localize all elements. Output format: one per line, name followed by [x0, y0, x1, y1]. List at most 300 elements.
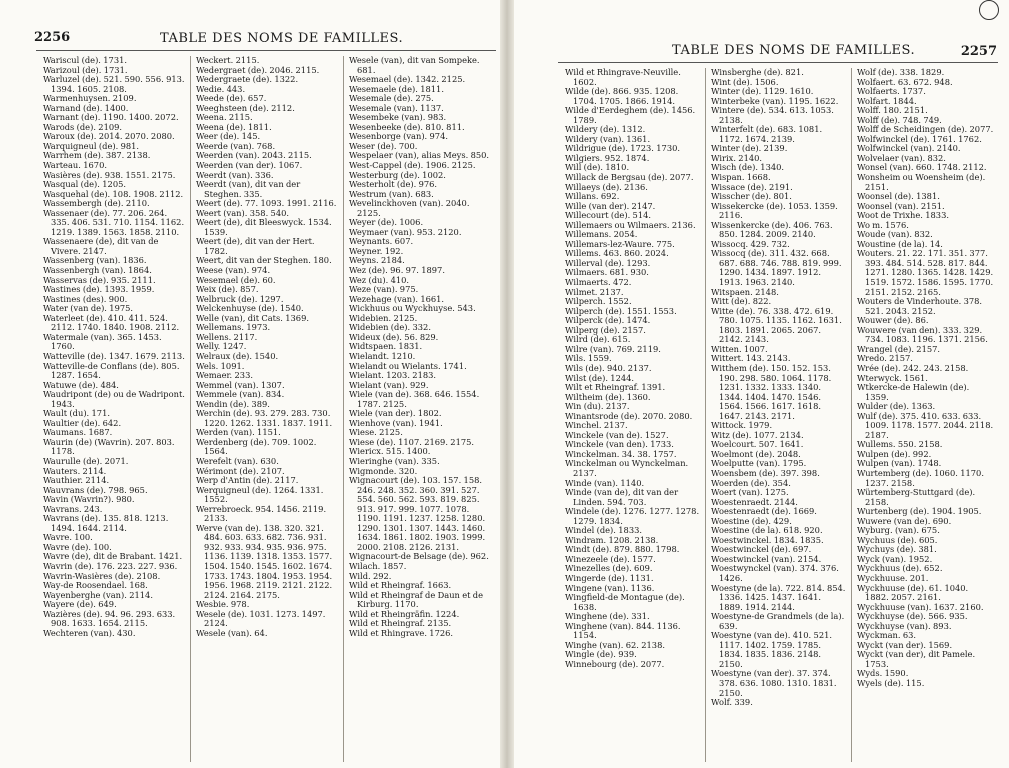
index-entry: Witspaen. 2148. — [711, 286, 779, 297]
index-entry: Wauvrans (de). 798. 965. — [43, 484, 148, 495]
index-entry: Wulf (de). 375. 410. 633. 633. 1009. 1178. 1577. 2044. 2118. 2187. — [857, 410, 994, 440]
index-entry: Wildery (de). 1312. — [565, 124, 646, 135]
index-entry: Wavrin-Wasières (de). 2108. — [43, 570, 161, 581]
index-entry: Wavrin (de). 176. 223. 227. 936. — [43, 560, 178, 571]
page-number: 2257 — [960, 44, 997, 59]
index-entry: Wesemale (van). 1137. — [349, 102, 444, 113]
index-entry: Warnant (de). 1190. 1400. 2072. — [43, 112, 179, 123]
index-entry: Wesele (de). 1031. 1273. 1497. 2124. — [196, 608, 326, 629]
index-entry: Weser (de). 700. — [349, 140, 418, 151]
index-entry: Westerholt (de). 976. — [349, 179, 438, 190]
index-entry: Wassenaer (de). 77. 206. 264. 335. 406. 531. 710. 1154. 1162. 1219. 1389. 1563. 1858. 2110. — [43, 207, 185, 237]
index-column — [344, 56, 497, 762]
index-entry: Wault (du). 171. — [43, 408, 110, 419]
index-entry: Wyckhuuse (de). 61. 1040. 1882. 2057. 2161. — [857, 582, 969, 603]
index-entry: Wyckt (van der), dit Pamele. 1753. — [857, 649, 976, 669]
index-entry: Wielandt. 1210. — [349, 350, 416, 361]
index-entry: Weckert. 2115. — [196, 56, 260, 65]
index-entry: Witten. 1007. — [711, 343, 768, 354]
index-entry: Willaeys (de). 2136. — [565, 181, 648, 192]
index-entry: Winterbeke (van). 1195. 1622. — [711, 95, 839, 106]
index-entry: Wilde (de). 866. 935. 1208. 1704. 1705. 1866. 1914. — [565, 86, 679, 106]
index-entry: Weerdt (van). 336. — [196, 169, 274, 180]
index-entry: Woude (van). 832. — [857, 229, 933, 240]
index-entry: Wilperch (de). 1551. 1553. — [565, 305, 677, 316]
index-entry: Wassenbergh (van). 1864. — [43, 265, 152, 276]
index-entry: Wesele (van). 64. — [196, 627, 268, 638]
index-entry: Wyck (van). 1952. — [857, 553, 933, 564]
index-entry: Woert (van). 1275. — [711, 487, 789, 498]
index-entry: Wilmet. 2137. — [565, 286, 624, 297]
header-rule — [36, 50, 496, 51]
index-entry: Wychuus (de). 605. — [857, 534, 938, 545]
left-page — [0, 0, 500, 768]
index-entry: Wevelinckhoven (van). 2040. 2125. — [349, 198, 470, 218]
index-entry: Wavre. 100. — [43, 532, 93, 543]
index-entry: Wiese (de). 1107. 2169. 2175. — [349, 436, 475, 447]
index-entry: Winantsrode (de). 2070. 2080. — [565, 410, 693, 421]
index-entry: Welckenhuyse (de). 1540. — [196, 303, 304, 314]
index-entry: Wyckman. 63. — [857, 630, 917, 641]
index-entry: Wilgiers. 952. 1874. — [565, 152, 650, 163]
index-entry: Witt (de). 822. — [711, 296, 772, 307]
index-entry: Wispan. 1668. — [711, 172, 771, 183]
index-entry: Weert (de), dit van der Hert. 1782. — [196, 236, 315, 256]
index-entry: Welbruck (de). 1297. — [196, 293, 284, 304]
index-entry: Woot de Trixhe. 1833. — [857, 210, 949, 221]
index-column — [852, 68, 998, 762]
index-entry: Wissekercke (de). 1053. 1359. 2116. — [711, 200, 838, 221]
index-entry: Wille (van der). 2147. — [565, 200, 656, 211]
index-entry: Wavre (de). 100. — [43, 541, 112, 552]
index-entry: Wienhove (van). 1941. — [349, 417, 443, 428]
index-entry: Weert, dit van der Steghen. 180. — [196, 255, 332, 266]
index-entry: Wullems. 550. 2158. — [857, 439, 943, 450]
index-entry: Winghene (de). 331. — [565, 611, 650, 622]
right-page — [514, 0, 1009, 768]
index-entry: Windram. 1208. 2138. — [565, 534, 659, 545]
index-entry: Wez (du). 410. — [349, 274, 410, 285]
index-entry: Widebien (de). 332. — [349, 322, 431, 333]
index-entry: Wez (de). 96. 97. 1897. — [349, 265, 445, 276]
index-entry: Wredo. 2157. — [857, 353, 913, 364]
index-entry: Wouwere (van den). 333. 329. 734. 1083. 1196. 1371. 2156. — [857, 324, 988, 345]
index-entry: Wyckhuyse (de). 566. 935. — [857, 611, 968, 622]
index-entry: Woestenraedt (de). 1669. — [711, 506, 817, 517]
index-entry: Winter (de). 2139. — [711, 143, 788, 154]
index-entry: Wazières (de). 94. 96. 293. 633. 908. 1633. 1654. 2115. — [43, 608, 176, 629]
index-entry: Wesemael (de). 1342. 2125. — [349, 74, 466, 85]
index-entry: Wolff (de). 748. 749. — [857, 114, 942, 125]
corner-circle-mark — [979, 0, 999, 20]
index-entry: Weer (de). 145. — [196, 131, 261, 142]
index-entry: Wouwer (de). 86. — [857, 315, 929, 326]
index-entry: Wildery (van). 1361. — [565, 133, 651, 144]
running-head: TABLE DES NOMS DE FAMILLES. — [672, 43, 916, 58]
index-entry: Winde (van de), dit van der Linden. 594. 703. — [565, 487, 679, 507]
index-entry: Werefelt (van). 630. — [196, 455, 279, 466]
index-entry: Wrangel (de). 2157. — [857, 343, 941, 354]
index-entry: Watuwe (de). 484. — [43, 379, 119, 390]
index-entry: Widtspaen. 1831. — [349, 341, 423, 352]
index-entry: Wyckhuyse (van). 893. — [857, 620, 952, 631]
index-entry: Wonsel (van). 660. 1748. 2112. — [857, 162, 987, 173]
index-entry: Woestyne (de la). 722. 814. 854. 1336. 1425. 1437. 1641. 1889. 1914. 2144. — [711, 582, 846, 612]
index-entry: Weerden (van der). 1067. — [196, 160, 303, 171]
index-entry: Wissocq (de). 311. 432. 668. 687. 688. 746. 788. 819. 999. 1290. 1434. 1897. 1912. 1913. 1963. 2140. — [711, 248, 842, 288]
index-entry: Wayenberghe (van). 2114. — [43, 589, 153, 600]
index-entry: Warmenhuysen. 2109. — [43, 93, 137, 104]
index-entry: Wils (de). 940. 2137. — [565, 362, 652, 373]
index-entry: Weena (de). 1811. — [196, 121, 272, 132]
index-entry: Watteville (de). 1347. 1679. 2113. — [43, 350, 185, 361]
index-entry: Wild et Rheingraf. 2135. — [349, 618, 452, 629]
index-entry: Wauters. 2114. — [43, 465, 107, 476]
index-entry: Weix (de). 857. — [196, 284, 259, 295]
index-entry: Weyns. 2184. — [349, 255, 405, 266]
index-entry: Woerden (de). 354. — [711, 477, 791, 488]
index-entry: Wemmele (van). 834. — [196, 389, 285, 400]
index-entry: Wedergraete (de). 1322. — [196, 74, 299, 85]
index-entry: Wieringhe (van). 335. — [349, 455, 440, 466]
index-entry: Watermale (van). 365. 1453. 1760. — [43, 331, 162, 352]
index-entry: Warods (de). 2109. — [43, 121, 123, 132]
index-entry: Willemaers ou Wilmaers. 2136. — [565, 219, 696, 230]
index-entry: Wedie. 443. — [196, 83, 246, 94]
index-entry: Woestine (de la). 618. 920. — [711, 525, 823, 536]
index-entry: Werp d'Antin (de). 2117. — [196, 475, 299, 486]
index-entry: Wavre (de), dit de Brabant. 1421. — [43, 551, 183, 562]
index-entry: Winsberghe (de). 821. — [711, 68, 804, 77]
index-entry: Wouters. 21. 22. 171. 351. 377. 393. 484. 514. 528. 817. 844. 1271. 1280. 1365. 1428. 1429. 1519. 1572. 1586. 1595. 1770. 2151. 2152. 2165. — [857, 248, 994, 297]
index-entry: Wyckt (van der). 1569. — [857, 639, 953, 650]
index-entry: Wild et Rhingrave. 1726. — [349, 627, 454, 638]
index-entry: Wignacourt (de). 103. 157. 158. 246. 248. 352. 360. 391. 527. 554. 560. 562. 593. 819. 825. 913. 917. 999. 1077. 1078. 1190. 1191. 1237. 1258. 1280. 1290. 1301. 1307. 1443. 1460. 1634. 1861. 1802. 1903. 1999. 2000. 2108. 2126. 2131. — [349, 475, 486, 552]
index-entry: Wassenberg (van). 1836. — [43, 255, 147, 266]
index-entry: Weerde (van). 768. — [196, 140, 276, 151]
index-entry: Wildrigue (de). 1723. 1730. — [565, 143, 681, 154]
index-entry: Wolfart. 1844. — [857, 95, 917, 106]
index-entry: Wouters de Vinderhoute. 378. 521. 2043. 2152. — [857, 296, 983, 316]
index-entry: Wasières (de). 938. 1551. 2175. — [43, 169, 176, 180]
index-entry: Wonsheim ou Woensheim (de). 2151. — [857, 172, 986, 192]
index-entry: Windel (de). 1833. — [565, 525, 643, 536]
index-entry: Wilperck (de). 1474. — [565, 315, 651, 326]
index-entry: Wilde d'Eerdeghem (de). 1456. 1789. — [565, 105, 696, 125]
index-entry: Wissocq. 429. 732. — [711, 238, 790, 249]
index-entry: Wuwere (van de). 690. — [857, 515, 952, 526]
index-entry: Weert (de), dit Bleeswyck. 1534. 1539. — [196, 217, 332, 237]
index-entry: Wulpen (van). 1748. — [857, 458, 942, 469]
index-entry: Wyckhuuse (van). 1637. 2160. — [857, 601, 984, 612]
index-entry: Waurin (de) (Wavrin). 207. 803. 1178. — [43, 436, 175, 457]
index-entry: Wurtemberg (de). 1060. 1170. 1237. 2158. — [857, 467, 984, 488]
index-entry: Welraux (de). 1540. — [196, 350, 279, 361]
index-entry: Woestwinckel. 1834. 1835. — [711, 534, 824, 545]
index-entry: Würtemberg-Stuttgard (de). 2158. — [857, 487, 976, 507]
index-entry: Watteville-de Conflans (de). 805. 1287. 1654. — [43, 360, 180, 381]
index-entry: Wyds. 1590. — [857, 668, 909, 679]
index-entry: Werden (van). 1151. — [196, 427, 281, 438]
page-number: 2256 — [34, 30, 71, 45]
index-entry: Woensbem (de). 397. 398. — [711, 467, 820, 478]
index-entry: Wilmaers. 681. 930. — [565, 267, 649, 278]
index-entry: Wilmaerts. 472. — [565, 277, 632, 288]
index-entry: Weyner. 192. — [349, 245, 404, 256]
index-entry: Wezehage (van). 1661. — [349, 293, 445, 304]
index-entry: Wilt et Rheingraf. 1391. — [565, 382, 666, 393]
index-entry: Winghene (van). 844. 1136. 1154. — [565, 620, 681, 641]
index-entry: Woelcourt. 507. 1641. — [711, 439, 804, 450]
index-entry: Waultier (de). 642. — [43, 417, 122, 428]
index-entry: Wideux (de). 56. 829. — [349, 331, 439, 342]
index-entry: Waumans. 1687. — [43, 427, 113, 438]
index-entry: Wissace (de). 2191. — [711, 181, 793, 192]
index-entry: Wérimont (de). 2107. — [196, 465, 285, 476]
index-entry: West-Cappel (de). 1906. 2125. — [349, 160, 476, 171]
index-entry: Wavrans. 243. — [43, 503, 103, 514]
index-entry: Wasqual (de). 1205. — [43, 179, 127, 190]
index-entry: Wild et Rheingraf de Daun et de Kirburg. 1170. — [349, 589, 484, 610]
index-entry: Wilst (de). 1244. — [565, 372, 635, 383]
index-entry: Wesenborge (van). 974. — [349, 131, 449, 142]
index-entry: Weeghsteen (de). 2112. — [196, 102, 295, 113]
index-entry: Weert (de). 77. 1093. 1991. 2116. — [196, 198, 337, 209]
index-entry: Willerval (de). 1293. — [565, 257, 651, 268]
index-entry: Wolff de Scheidingen (de). 2077. — [857, 124, 994, 135]
index-entry: Wendin (de). 389. — [196, 398, 270, 409]
index-entry: Winezeele (de). 1577. — [565, 553, 656, 564]
index-entry: Wielant (van). 929. — [349, 379, 429, 390]
index-entry: Wittert. 143. 2143. — [711, 353, 791, 364]
index-entry: Wesenbeeke (de). 810. 811. — [349, 121, 465, 132]
index-entry: Wels. 1091. — [196, 360, 245, 371]
index-entry: Wiele (van de). 368. 646. 1554. 1787. 2125. — [349, 389, 480, 409]
index-entry: Wielant. 1203. 2183. — [349, 370, 437, 381]
index-entry: Wesemaele (de). 1811. — [349, 83, 444, 94]
index-entry: Willans. 692. — [565, 191, 620, 202]
index-entry: Werchin (de). 93. 279. 283. 730. 1220. 1262. 1331. 1837. 1911. — [196, 408, 333, 428]
index-entry: Winghe (van). 62. 2138. — [565, 639, 665, 650]
index-entry: Water (van de). 1975. — [43, 303, 134, 314]
index-entry: Will (de). 1810. — [565, 162, 630, 173]
index-entry: Wild. 292. — [349, 570, 392, 581]
index-entry: Wauthier. 2114. — [43, 475, 110, 486]
index-entry: Wild et Rheingraf. 1663. — [349, 580, 452, 591]
index-entry: Wurtenberg (de). 1904. 1905. — [857, 506, 982, 517]
index-entry: Wyburg. (van). 675. — [857, 525, 940, 536]
index-entry: Wilperg (de). 2157. — [565, 324, 646, 335]
index-entry: Wickhuus ou Wyckhuyse. 543. — [349, 303, 476, 314]
index-column — [560, 68, 706, 762]
index-entry: Wesbie. 978. — [196, 599, 250, 610]
index-entry: Winterfelt (de). 683. 1081. 1172. 1674. 2139. — [711, 124, 823, 144]
index-entry: Wo m. 1576. — [857, 219, 909, 230]
index-entry: Winezelles (de). 609. — [565, 563, 653, 574]
index-entry: Wissenkercke (de). 406. 763. 850. 1284. 2009. 2140. — [711, 219, 833, 240]
index-entry: Wilperch. 1552. — [565, 296, 632, 307]
index-entry: Weerdt (van), dit van der Steghen. 335. — [196, 179, 301, 199]
index-entry: Willecourt (de). 514. — [565, 210, 652, 221]
index-entry: Wiese. 2125. — [349, 427, 403, 438]
running-head: TABLE DES NOMS DE FAMILLES. — [160, 31, 404, 46]
index-columns — [560, 68, 1000, 762]
index-entry: Wyels (de). 115. — [857, 678, 925, 688]
index-entry: Weymaer (van). 953. 2120. — [349, 226, 462, 237]
index-entry: Winckele (van den). 1733. — [565, 439, 674, 450]
index-entry: Weede (de). 657. — [196, 93, 267, 104]
index-entry: Wesemale (de). 275. — [349, 93, 434, 104]
index-entry: Winckelman. 34. 38. 1757. — [565, 448, 677, 459]
index-entry: Woonsel (de). 1381. — [857, 191, 940, 202]
index-entry: Wild et Rhingrave-Neuville. 1602. — [565, 68, 681, 87]
header-rule — [558, 62, 998, 63]
index-entry: Wiltheim (de). 1360. — [565, 391, 651, 402]
index-entry: Wesembeke (van). 983. — [349, 112, 447, 123]
index-entry: Warrhem (de). 387. 2138. — [43, 150, 151, 161]
index-entry: Winter (de). 1129. 1610. — [711, 86, 814, 97]
index-entry: Wayere (de). 649. — [43, 599, 117, 610]
index-columns — [38, 56, 498, 762]
index-entry: Winchel. 2137. — [565, 420, 628, 431]
index-entry: Wiele (van der). 1802. — [349, 408, 442, 419]
index-entry: Wemaer. 233. — [196, 370, 253, 381]
index-entry: Weyer (de). 1006. — [349, 217, 424, 228]
index-entry: Waurulle (de). 2071. — [43, 455, 129, 466]
index-entry: Weena. 2115. — [196, 112, 253, 123]
index-entry: Waterleet (de). 410. 411. 524. 2112. 1740. 1840. 1908. 2112. — [43, 312, 180, 333]
index-entry: Woustine (de la). 14. — [857, 238, 943, 249]
index-entry: Wingfield-de Montague (de). 1638. — [565, 592, 685, 612]
index-entry: Wilrd (de). 615. — [565, 334, 631, 345]
index-entry: Wyckhuuse. 201. — [857, 572, 929, 583]
index-entry: Weert (van). 358. 540. — [196, 207, 290, 218]
index-entry: Welly. 1247. — [196, 341, 247, 352]
index-entry: Wingene (van). 1136. — [565, 582, 655, 593]
index-entry: Wastines (des). 900. — [43, 293, 128, 304]
index-entry: Woestwynckel (van). 374. 376. 1426. — [711, 563, 839, 583]
index-column — [38, 56, 191, 762]
index-entry: Welle (van), dit Cats. 1369. — [196, 312, 309, 323]
index-entry: Wilre (van). 769. 2119. — [565, 343, 661, 354]
index-entry: Werdenberg (de). 709. 1002. 1564. — [196, 436, 317, 457]
index-entry: Waudripont (de) ou de Wadripont. 1943. — [43, 389, 185, 409]
index-entry: Wolfaerts. 1737. — [857, 86, 926, 97]
index-entry: Weze (van). 975. — [349, 284, 419, 295]
book-gutter — [500, 0, 514, 768]
index-entry: Witz (de). 1077. 2134. — [711, 429, 804, 440]
index-entry: Wespelaer (van), alias Meys. 850. — [349, 150, 490, 161]
index-entry: Willems. 463. 860. 2024. — [565, 248, 669, 259]
index-entry: Wavrans (de). 135. 818. 1213. 1494. 1644. 2114. — [43, 513, 169, 533]
index-entry: Wisscher (de). 801. — [711, 191, 792, 202]
index-entry: Wastines (de). 1393. 1959. — [43, 284, 155, 295]
index-entry: Wemmel (van). 1307. — [196, 379, 285, 390]
index-entry: Wesemael (de). 60. — [196, 274, 276, 285]
index-entry: Way-de Roosendael. 168. — [43, 580, 148, 591]
index-entry: Wintere (de). 534. 613. 1053. 2138. — [711, 105, 834, 125]
index-entry: Wolvelaer (van). 832. — [857, 152, 946, 163]
index-entry: Woestyne (van de). 410. 521. 1117. 1402. 1759. 1785. 1834. 1835. 1836. 2148. 2150. — [711, 630, 833, 669]
index-entry: Woelputte (van). 1795. — [711, 458, 807, 469]
index-entry: Wils. 1559. — [565, 353, 612, 364]
index-column — [706, 68, 852, 762]
index-entry: Wisch (de). 1340. — [711, 162, 785, 173]
index-entry: Wulpen (de). 992. — [857, 448, 932, 459]
index-entry: Woestwinckel (de). 697. — [711, 544, 812, 555]
index-entry: Woelmont (de). 2048. — [711, 448, 801, 459]
index-entry: Westrum (van). 683. — [349, 188, 434, 199]
index-entry: Wolff. 180. 2151. — [857, 105, 928, 116]
index-entry: Wassembergh (de). 2110. — [43, 198, 150, 209]
index-entry: Wassenaere (de), dit van de Vivere. 2147. — [43, 236, 159, 256]
index-entry: Wild et Rheingräfin. 1224. — [349, 608, 460, 619]
index-entry: Werrebroeck. 954. 1456. 2119. 2133. — [196, 503, 327, 524]
index-entry: Winckelman ou Wynckelman. 2137. — [565, 458, 689, 478]
index-entry: Woestenraedt. 2144. — [711, 496, 798, 507]
index-entry: Warnand (de). 1400. — [43, 102, 129, 113]
index-entry: Woonsel (van). 2151. — [857, 200, 945, 211]
index-entry: Woestyne-de Grandmels (de la). 639. — [711, 611, 845, 631]
index-entry: Wilach. 1857. — [349, 560, 407, 571]
index-entry: Wigmonde. 320. — [349, 465, 418, 476]
index-entry: Wolf (de). 338. 1829. — [857, 68, 945, 77]
index-entry: Warteau. 1670. — [43, 160, 107, 171]
index-entry: Wolfwinckel (van). 2140. — [857, 143, 961, 154]
index-entry: Werve (van de). 138. 320. 321. 484. 603. 633. 682. 736. 931. 932. 933. 934. 935. 936. 975. 1136. 1139. 1318. 1353. 1577. 1504. 1540. 1545. 1602. 1674. 1733. 1743. 1804. 1953. 1954. 1956. 1968. 2119. 2121. 2122. 2124. 2164. 2175. — [196, 522, 333, 600]
index-entry: Warizoul (de). 1731. — [43, 64, 128, 75]
index-entry: Wittock. 1979. — [711, 420, 773, 431]
index-entry: Win (du). 2137. — [565, 401, 630, 412]
index-entry: Wielandt ou Wielants. 1741. — [349, 360, 467, 371]
index-entry: Windt (de). 879. 880. 1798. — [565, 544, 680, 555]
index-entry: Wint (de). 1506. — [711, 76, 779, 87]
index-entry: Wychuys (de). 381. — [857, 544, 937, 555]
index-entry: Wtkercke-de Halewin (de). 1359. — [857, 382, 970, 402]
index-entry: Westerburg (de). 1002. — [349, 169, 446, 180]
index-entry: Weynants. 607. — [349, 236, 414, 247]
index-entry: Wingle (de). 939. — [565, 649, 637, 660]
index-entry: Witthem (de). 150. 152. 153. 190. 298. 580. 1064. 1178. 1231. 1332. 1333. 1340. 1344. 1404. 1470. 1546. 1564. 1566. 1617. 1618. 1647. 2143. 2171. — [711, 362, 832, 421]
index-entry: Wolfaert. 63. 672. 948. — [857, 76, 953, 87]
index-entry: Wavin (Wavrin?). 980. — [43, 494, 135, 505]
index-entry: Weerden (van). 2043. 2115. — [196, 150, 312, 161]
index-entry: Werquigneul (de). 1264. 1331. 1552. — [196, 484, 324, 505]
index-entry: Wechteren (van). 430. — [43, 627, 136, 638]
index-entry: Wulder (de). 1363. — [857, 401, 936, 412]
index-entry: Willemans. 2054. — [565, 229, 638, 240]
index-entry: Wasservas (de). 935. 2111. — [43, 274, 156, 285]
index-entry: Wignacourt-de Belsage (de). 962. — [349, 551, 489, 562]
index-entry: Wolf. 339. — [711, 697, 753, 708]
index-entry: Wedergraet (de). 2046. 2115. — [196, 64, 320, 75]
index-entry: Witte (de). 76. 338. 472. 619. 780. 1075. 1135. 1162. 1631. 1803. 1891. 2065. 2067. 2142. 2143. — [711, 305, 842, 345]
index-entry: Weese (van). 974. — [196, 265, 271, 276]
index-entry: Wellemans. 1973. — [196, 322, 271, 333]
index-entry: Wellens. 2117. — [196, 331, 258, 342]
index-entry: Windele (de). 1276. 1277. 1278. 1279. 1834. — [565, 506, 700, 526]
index-entry: Wesele (van), dit van Sompeke. 681. — [349, 56, 480, 75]
index-entry: Wterwyck. 1561. — [857, 372, 928, 383]
index-entry: Wirix. 2140. — [711, 152, 763, 163]
index-entry: Wrée (de). 242. 243. 2158. — [857, 362, 969, 373]
index-column — [191, 56, 344, 762]
index-entry: Winckele (van de). 1527. — [565, 429, 669, 440]
index-entry: Warquigneul (de). 981. — [43, 140, 140, 151]
index-entry: Wariscul (de). 1731. — [43, 56, 128, 65]
index-entry: Woestyne (van der). 37. 374. 378. 636. 1080. 1310. 1831. 2150. — [711, 668, 837, 698]
index-entry: Widebien. 2125. — [349, 312, 418, 323]
